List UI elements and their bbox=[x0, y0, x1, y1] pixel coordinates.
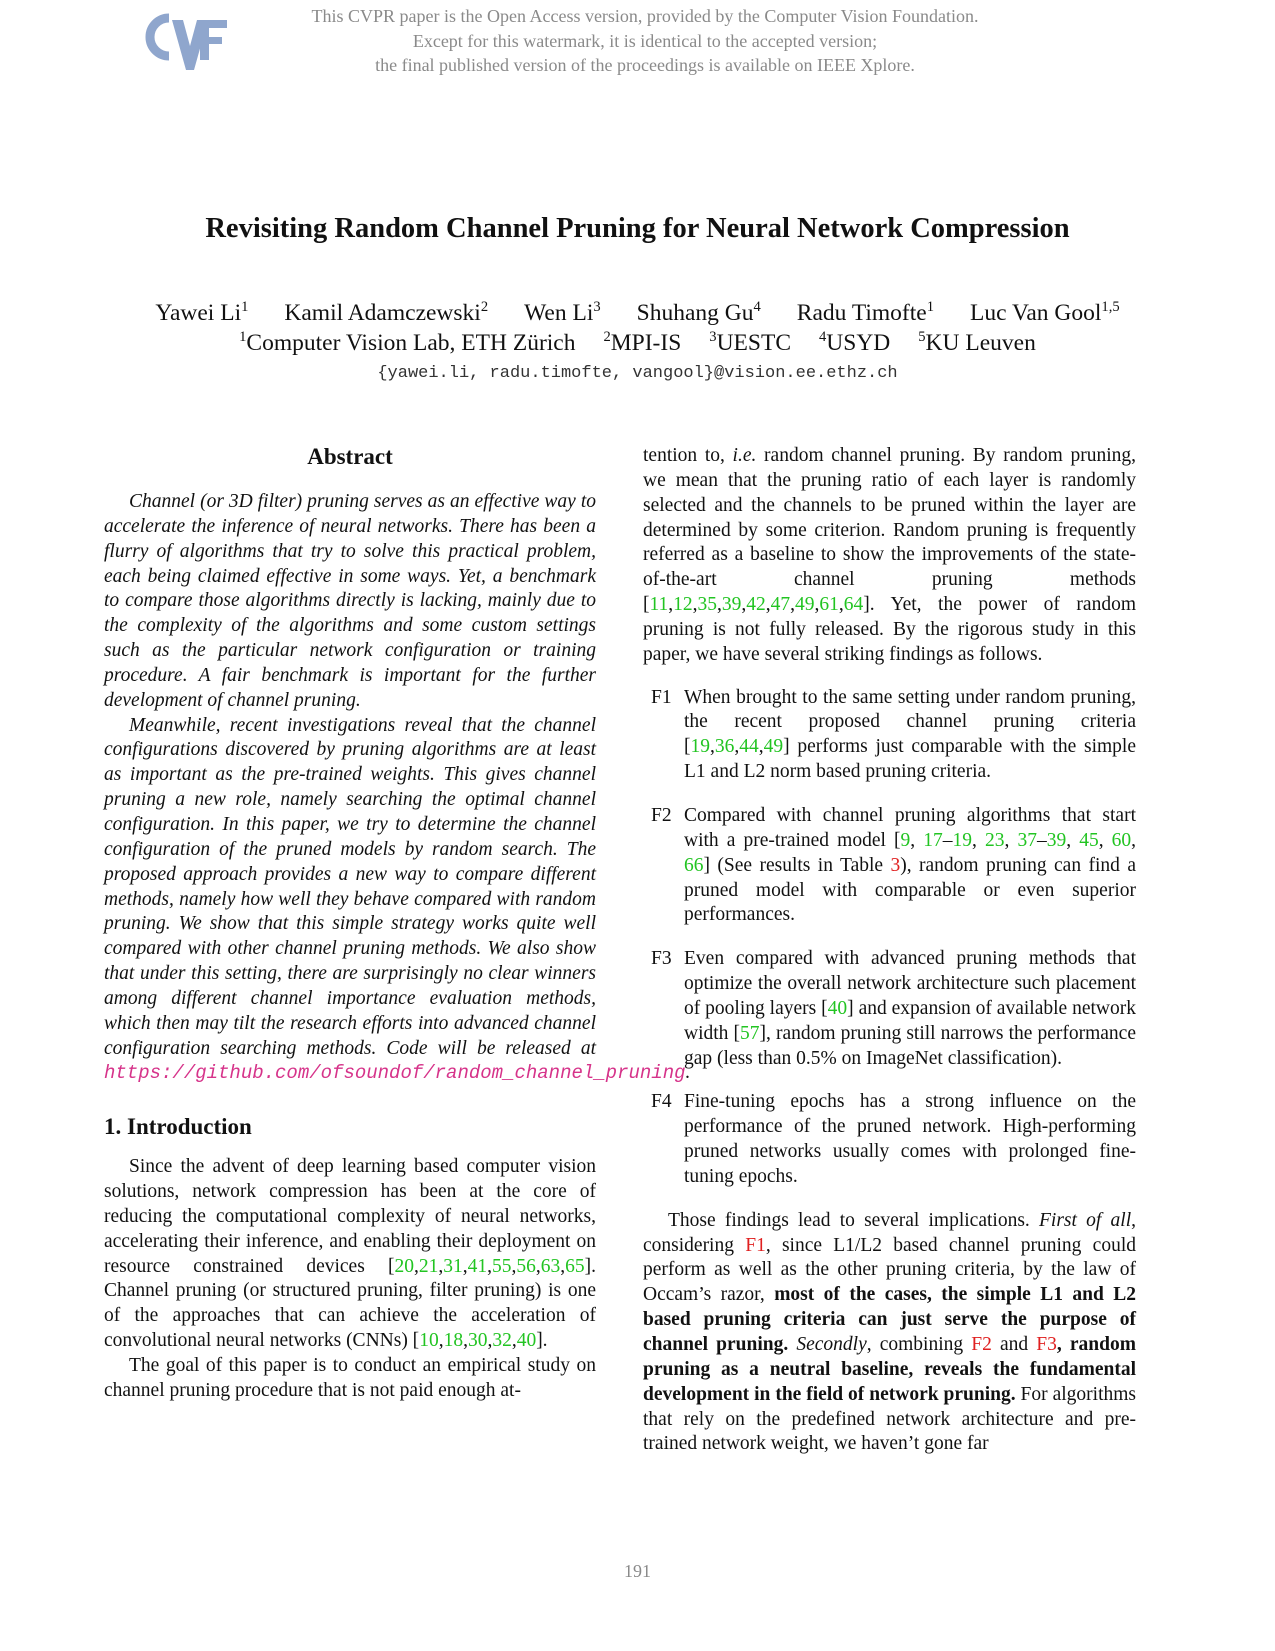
citation-link[interactable]: 60 bbox=[1111, 829, 1132, 851]
affil-name: Computer Vision Lab, ETH Zürich bbox=[246, 330, 576, 356]
author-list bbox=[0, 298, 1275, 328]
finding-ref-link[interactable]: F3 bbox=[1036, 1334, 1057, 1355]
citation-link[interactable]: 41 bbox=[467, 1255, 488, 1277]
watermark-line: the final published version of the proceedings is available on IEEE Xplore. bbox=[375, 55, 915, 75]
citation-group: 19,36,44,49 bbox=[690, 736, 784, 758]
citation-link[interactable]: 11 bbox=[649, 594, 669, 616]
citation-link[interactable]: 37 bbox=[1017, 829, 1037, 851]
citation-link[interactable]: 49 bbox=[795, 594, 815, 616]
abstract-paragraph: Meanwhile, recent investigations reveal that the channel configurations discovered by pruning algorithms are at least as important as the pre-trained weights. This gives channel pruning a new role, namely searching the optimal channel configuration. In this paper, we try to determine the channel configuration of the pruned models by random search. The proposed approach provides a new way to compare different methods, namely how well they behave compared with random pruning. We show that this simple strategy works quite well compared with other channel pruning methods. We also show that under this setting, there are surprisingly no clear winners among different channel importance evaluation methods, which then may tilt the research efforts into advanced channel configuration searching methods. Code will be released at https://github.com/ofsoundof/random_channel_pruning. bbox=[104, 714, 691, 1085]
citation-link[interactable]: 35 bbox=[697, 594, 718, 616]
citation-link[interactable]: 66 bbox=[684, 854, 704, 876]
watermark-line: This CVPR paper is the Open Access version, provided by the Computer Vision Foundation. bbox=[311, 6, 979, 26]
findings-list bbox=[643, 686, 1136, 1190]
citation-link[interactable]: 31 bbox=[443, 1255, 463, 1277]
affiliation-list bbox=[0, 328, 1275, 358]
author-emails: {yawei.li, radu.timofte, vangool}@vision.ee.ethz.ch bbox=[377, 364, 898, 383]
paper-title: Revisiting Random Channel Pruning for Neural Network Compression bbox=[205, 213, 1070, 244]
author-affil-sup: 3 bbox=[593, 298, 601, 315]
affil-sup: 1 bbox=[239, 328, 247, 345]
cvf-logo bbox=[138, 8, 230, 74]
author-affil-sup: 1,5 bbox=[1101, 298, 1120, 315]
citation-link[interactable]: 36 bbox=[714, 736, 735, 758]
page-number: 191 bbox=[624, 1561, 651, 1581]
body-paragraph: tention to, i.e. random channel pruning. By random pruning, we mean that the pruning ratio of each layer is randomly selected and the channels to be pruned within the layer are determined by some criterion. Random pruning is frequently referred as a baseline to show the improvements of the state-of-the-art channel pruning methods [11,12,35,39,42,47,49,61,64]. Yet, the power of random pruning is not fully released. By the rigorous study in this paper, we have several striking findings as follows. bbox=[643, 445, 1136, 665]
citation-group: 20,21,31,41,55,56,63,65 bbox=[394, 1255, 585, 1277]
watermark bbox=[260, 4, 1030, 78]
finding-label: F4 bbox=[651, 1091, 672, 1113]
author-affil-sup: 1 bbox=[926, 298, 934, 315]
citation-link[interactable]: 42 bbox=[746, 594, 766, 616]
citation-link[interactable]: 40 bbox=[827, 997, 848, 1019]
citation-link[interactable]: 55 bbox=[492, 1255, 512, 1277]
author-name: Kamil Adamczewski bbox=[284, 300, 481, 326]
affil-sup: 4 bbox=[819, 328, 827, 345]
affil-sup: 2 bbox=[603, 328, 611, 345]
author-affil-sup: 2 bbox=[480, 298, 489, 315]
citation-link[interactable]: 63 bbox=[540, 1255, 561, 1277]
citation-group: 10,18,30,32,40 bbox=[419, 1330, 537, 1352]
citation-link[interactable]: 47 bbox=[770, 594, 791, 616]
citation-link[interactable]: 9 bbox=[900, 829, 911, 851]
citation-link[interactable]: 23 bbox=[984, 829, 1005, 851]
citation-link[interactable]: 65 bbox=[565, 1255, 585, 1277]
author-name: Shuhang Gu bbox=[636, 300, 754, 326]
finding-text: When brought to the same setting under random pruning, the recent proposed channel pruning criteria [19,36,44,49] performs just comparable with the simple L1 and L2 norm based pruning criteria. bbox=[684, 686, 1136, 783]
citation-link[interactable]: 64 bbox=[843, 594, 864, 616]
affil-name: USYD bbox=[826, 330, 891, 356]
affil-name: UESTC bbox=[716, 330, 791, 356]
author-name: Radu Timofte bbox=[796, 300, 927, 326]
intro-paragraph: The goal of this paper is to conduct an empirical study on channel pruning procedure that is not paid enough at- bbox=[104, 1355, 596, 1401]
citation-link[interactable]: 61 bbox=[819, 594, 839, 616]
finding-item bbox=[643, 1090, 1136, 1189]
finding-label: F3 bbox=[651, 948, 672, 970]
abstract-heading: Abstract bbox=[307, 444, 393, 469]
table-ref-link[interactable]: 3 bbox=[890, 854, 901, 876]
citation-link[interactable]: 57 bbox=[740, 1022, 760, 1044]
author-affil-sup: 1 bbox=[241, 298, 249, 315]
citation-link[interactable]: 12 bbox=[673, 594, 693, 616]
finding-item bbox=[643, 804, 1136, 928]
citation-link[interactable]: 19 bbox=[952, 829, 972, 851]
finding-ref-link[interactable]: F2 bbox=[971, 1334, 992, 1355]
finding-ref-link[interactable]: F1 bbox=[745, 1234, 766, 1256]
citation-link[interactable]: 39 bbox=[721, 594, 742, 616]
author-name: Luc Van Gool bbox=[970, 300, 1102, 326]
finding-item bbox=[643, 947, 1136, 1071]
citation-link[interactable]: 56 bbox=[516, 1255, 536, 1277]
body-paragraph: Those findings lead to several implications. First of all, considering F1, since L1/L2 based channel pruning could perform as well as the other pruning criteria, by the law of Occam’s razor, most of the cases, the simple L1 and L2 based pruning criteria can just serve the purpose of channel pruning. Secondly, combining F2 and F3, random pruning as a neutral baseline, reveals the fundamental development in the field of network pruning. For algorithms that rely on the predefined network architecture and pre-trained network weight, we haven’t gone far bbox=[643, 1209, 1137, 1455]
finding-label: F1 bbox=[651, 686, 672, 708]
citation-link[interactable]: 19 bbox=[690, 736, 710, 758]
code-link[interactable]: https://github.com/ofsoundof/random_channel_pruning bbox=[104, 1062, 686, 1085]
intro-paragraph: Since the advent of deep learning based computer vision solutions, network compression has been at the core of reducing the computational complexity of neural networks, accelerating their inference, and enabling their deployment on resource constrained devices [20,21,31,41,55,56,63,65]. Channel pruning (or structured pruning, filter pruning) is one of the approaches that can achieve the acceleration of convolutional neural networks (CNNs) [10,18,30,32,40]. bbox=[104, 1156, 596, 1352]
citation-link[interactable]: 21 bbox=[418, 1255, 439, 1277]
affil-name: MPI-IS bbox=[610, 330, 682, 356]
citation-link[interactable]: 17 bbox=[923, 829, 943, 851]
finding-text: Fine-tuning epochs has a strong influence on the performance of the pruned network. High-performing pruned networks usually comes with prolonged fine-tuning epochs. bbox=[684, 1091, 1136, 1187]
citation-link[interactable]: 20 bbox=[394, 1255, 414, 1277]
finding-text: Even compared with advanced pruning methods that optimize the overall network architecture such placement of pooling layers [40] and expansion of available network width [57], random pruning still narrows the performance gap (less than 0.5% on ImageNet classification). bbox=[684, 948, 1136, 1069]
citation-link[interactable]: 49 bbox=[763, 736, 784, 758]
abstract-paragraph: Channel (or 3D filter) pruning serves as an effective way to accelerate the inference of neural networks. There has been a flurry of algorithms that try to solve this practical problem, each being claimed effective in some ways. Yet, a benchmark to compare those algorithms directly is lacking, mainly due to the complexity of the algorithms and some custom settings such as the particular network configuration or training procedure. A fair benchmark is important for the further development of channel pruning. bbox=[104, 491, 596, 711]
citation-link[interactable]: 44 bbox=[739, 736, 759, 758]
finding-text: Compared with channel pruning algorithms that start with a pre-trained model [9, 17–19, 23, 37–39, 45, 60, 66] (See results in Table 3), random pruning can find a pruned model with comparable or even superior performances. bbox=[684, 804, 1137, 926]
citation-link[interactable]: 10 bbox=[419, 1330, 439, 1352]
section-heading-introduction: 1. Introduction bbox=[104, 1114, 252, 1140]
citation-link[interactable]: 45 bbox=[1079, 829, 1099, 851]
finding-label: F2 bbox=[651, 804, 672, 826]
affil-sup: 3 bbox=[709, 328, 717, 345]
citation-link[interactable]: 18 bbox=[443, 1330, 464, 1352]
citation-link[interactable]: 39 bbox=[1046, 829, 1067, 851]
author-name: Wen Li bbox=[524, 300, 594, 326]
citation-group: 11,12,35,39,42,47,49,61,64 bbox=[649, 594, 864, 616]
watermark-line: Except for this watermark, it is identical to the accepted version; bbox=[412, 30, 878, 51]
author-affil-sup: 4 bbox=[753, 298, 761, 315]
affil-name: KU Leuven bbox=[925, 330, 1036, 356]
citation-link[interactable]: 32 bbox=[492, 1330, 512, 1352]
citation-link[interactable]: 40 bbox=[516, 1330, 537, 1352]
finding-item bbox=[643, 686, 1136, 785]
author-name: Yawei Li bbox=[155, 300, 242, 326]
right-column bbox=[643, 444, 1136, 1457]
citation-link[interactable]: 30 bbox=[467, 1330, 488, 1352]
affil-sup: 5 bbox=[918, 328, 926, 345]
